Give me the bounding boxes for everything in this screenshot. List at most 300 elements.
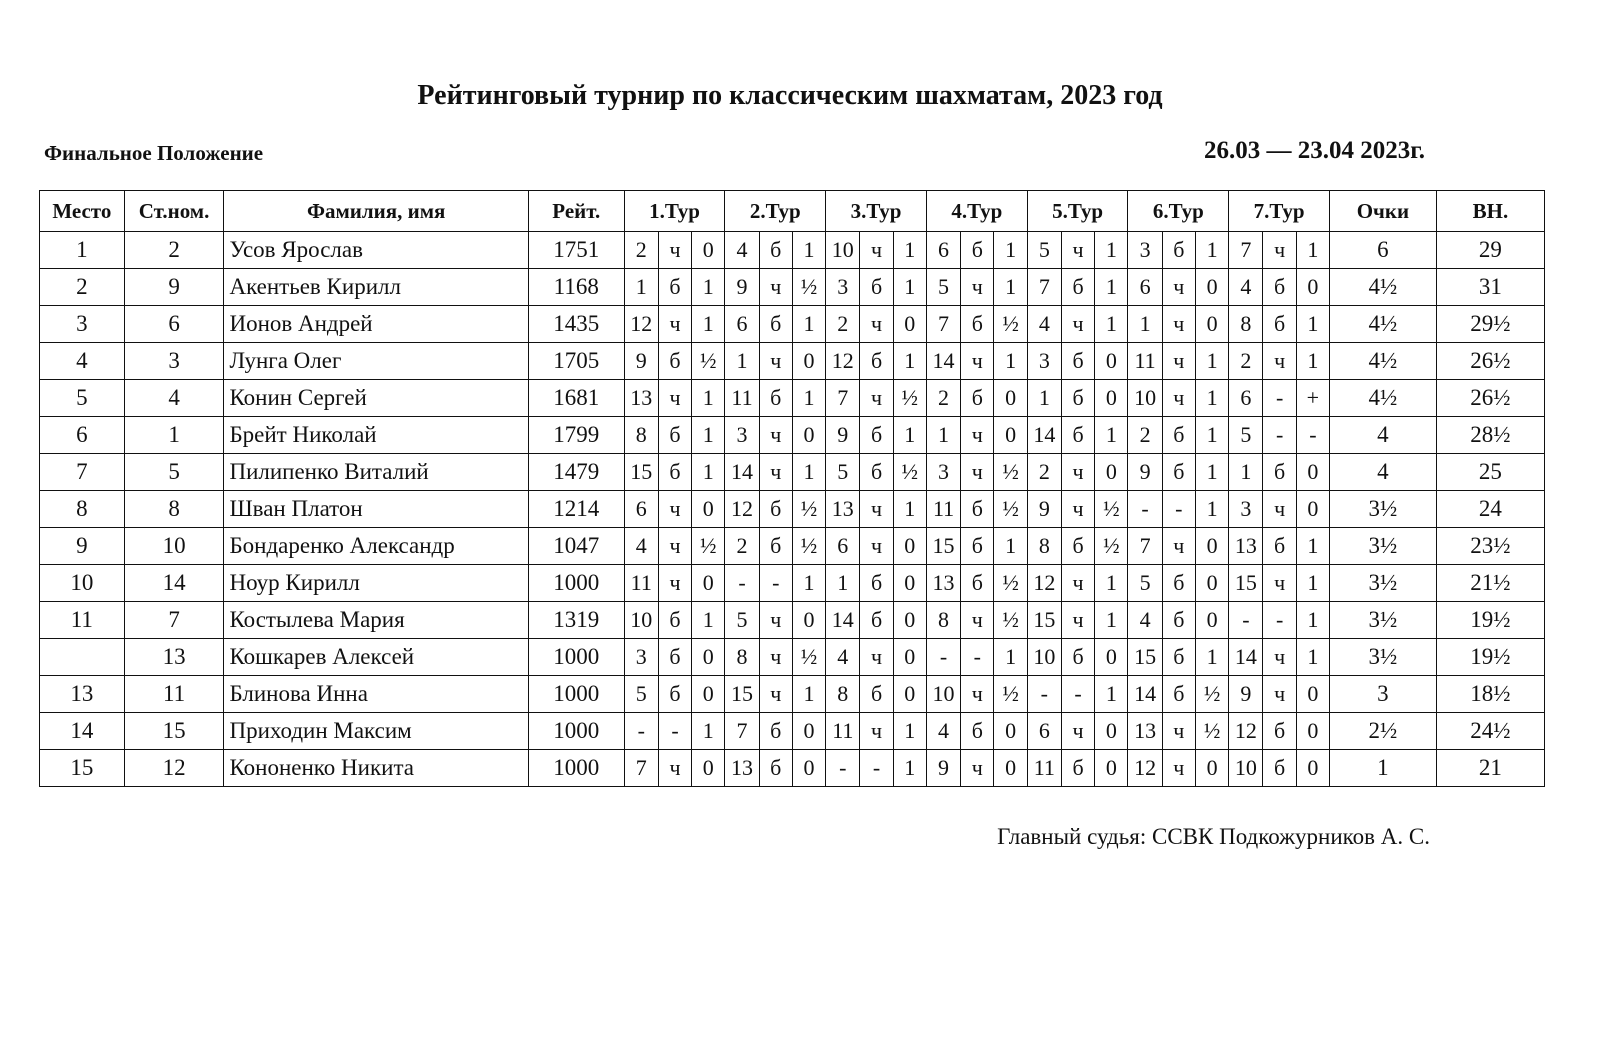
round-opponent-cell: 14 bbox=[1128, 676, 1162, 713]
round-opponent-cell: 14 bbox=[1229, 639, 1263, 676]
round-result-cell: 1 bbox=[792, 232, 825, 269]
round-color-cell: б bbox=[759, 491, 792, 528]
round-opponent-cell: 1 bbox=[624, 269, 658, 306]
tiebreak-cell: 28½ bbox=[1436, 417, 1544, 454]
start-number-cell: 15 bbox=[124, 713, 224, 750]
round-result-cell: ½ bbox=[994, 491, 1027, 528]
round-result-cell: ½ bbox=[1195, 713, 1228, 750]
round-result-cell: 1 bbox=[1095, 417, 1128, 454]
round-opponent-cell: 12 bbox=[1027, 565, 1061, 602]
header-place: Место bbox=[40, 191, 125, 232]
rating-cell: 1479 bbox=[528, 454, 624, 491]
round-color-cell: ч bbox=[961, 269, 994, 306]
round-opponent-cell: 12 bbox=[1229, 713, 1263, 750]
round-color-cell: б bbox=[759, 306, 792, 343]
round-opponent-cell: 12 bbox=[725, 491, 759, 528]
table-row bbox=[40, 676, 1545, 713]
round-opponent-cell: 2 bbox=[1027, 454, 1061, 491]
round-opponent-cell: 2 bbox=[1128, 417, 1162, 454]
round-opponent-cell: 3 bbox=[1128, 232, 1162, 269]
header-name: Фамилия, имя bbox=[224, 191, 528, 232]
round-result-cell: 1 bbox=[893, 491, 926, 528]
round-result-cell: 0 bbox=[692, 565, 725, 602]
place-cell: 2 bbox=[40, 269, 125, 306]
round-result-cell: 0 bbox=[792, 343, 825, 380]
round-result-cell: 0 bbox=[893, 528, 926, 565]
round-color-cell: б bbox=[1061, 343, 1094, 380]
start-number-cell: 9 bbox=[124, 269, 224, 306]
round-color-cell: ч bbox=[1061, 232, 1094, 269]
round-color-cell: б bbox=[759, 750, 792, 787]
round-result-cell: - bbox=[1296, 417, 1329, 454]
round-color-cell: - bbox=[1263, 602, 1296, 639]
round-result-cell: 1 bbox=[1195, 232, 1228, 269]
round-color-cell: б bbox=[961, 380, 994, 417]
header-round: 5.Тур bbox=[1027, 191, 1128, 232]
round-result-cell: 1 bbox=[893, 713, 926, 750]
round-result-cell: 0 bbox=[1296, 750, 1329, 787]
round-color-cell: - bbox=[961, 639, 994, 676]
round-opponent-cell: 5 bbox=[1128, 565, 1162, 602]
round-color-cell: ч bbox=[1263, 676, 1296, 713]
round-result-cell: 1 bbox=[692, 713, 725, 750]
round-result-cell: ½ bbox=[1095, 528, 1128, 565]
round-result-cell: 0 bbox=[994, 713, 1027, 750]
place-cell: 1 bbox=[40, 232, 125, 269]
round-result-cell: 1 bbox=[1195, 343, 1228, 380]
round-result-cell: ½ bbox=[792, 639, 825, 676]
standings-table bbox=[39, 190, 1545, 787]
header-points: Очки bbox=[1329, 191, 1436, 232]
round-opponent-cell: 5 bbox=[624, 676, 658, 713]
round-color-cell: ч bbox=[1061, 713, 1094, 750]
round-opponent-cell: - bbox=[1128, 491, 1162, 528]
round-result-cell: 0 bbox=[692, 491, 725, 528]
round-opponent-cell: 9 bbox=[926, 750, 960, 787]
round-result-cell: 0 bbox=[1195, 565, 1228, 602]
tournament-dates: 26.03 — 23.04 2023г. bbox=[1203, 137, 1425, 164]
rating-cell: 1000 bbox=[528, 713, 624, 750]
round-opponent-cell: 7 bbox=[1229, 232, 1263, 269]
round-color-cell: - bbox=[1263, 417, 1296, 454]
rating-cell: 1435 bbox=[528, 306, 624, 343]
round-result-cell: 0 bbox=[893, 565, 926, 602]
round-color-cell: б bbox=[1162, 454, 1195, 491]
round-result-cell: 0 bbox=[1296, 454, 1329, 491]
player-name-cell: Ноур Кирилл bbox=[224, 565, 528, 602]
tiebreak-cell: 18½ bbox=[1436, 676, 1544, 713]
table-row bbox=[40, 232, 1545, 269]
rating-cell: 1799 bbox=[528, 417, 624, 454]
round-opponent-cell: 2 bbox=[926, 380, 960, 417]
round-result-cell: ½ bbox=[994, 602, 1027, 639]
round-color-cell: б bbox=[1162, 602, 1195, 639]
round-opponent-cell: 12 bbox=[624, 306, 658, 343]
round-opponent-cell: 2 bbox=[624, 232, 658, 269]
header-round: 1.Тур bbox=[624, 191, 725, 232]
points-cell: 3½ bbox=[1329, 602, 1436, 639]
round-color-cell: б bbox=[961, 491, 994, 528]
round-opponent-cell: 6 bbox=[1027, 713, 1061, 750]
round-color-cell: ч bbox=[1061, 565, 1094, 602]
round-color-cell: б bbox=[658, 676, 691, 713]
round-color-cell: ч bbox=[658, 306, 691, 343]
header-round: 7.Тур bbox=[1229, 191, 1330, 232]
player-name-cell: Кошкарев Алексей bbox=[224, 639, 528, 676]
round-opponent-cell: 5 bbox=[1027, 232, 1061, 269]
round-color-cell: ч bbox=[1263, 232, 1296, 269]
round-result-cell: 1 bbox=[1195, 639, 1228, 676]
round-result-cell: 0 bbox=[792, 417, 825, 454]
round-result-cell: 0 bbox=[994, 750, 1027, 787]
round-opponent-cell: 7 bbox=[1027, 269, 1061, 306]
tiebreak-cell: 29½ bbox=[1436, 306, 1544, 343]
table-row bbox=[40, 380, 1545, 417]
round-result-cell: 0 bbox=[1296, 269, 1329, 306]
round-result-cell: ½ bbox=[893, 380, 926, 417]
place-cell: 13 bbox=[40, 676, 125, 713]
standings-body bbox=[40, 232, 1545, 787]
round-color-cell: ч bbox=[860, 528, 893, 565]
round-opponent-cell: 3 bbox=[926, 454, 960, 491]
round-result-cell: 1 bbox=[994, 528, 1027, 565]
round-color-cell: ч bbox=[1061, 491, 1094, 528]
round-result-cell: 1 bbox=[1095, 269, 1128, 306]
round-color-cell: б bbox=[1162, 639, 1195, 676]
round-result-cell: 1 bbox=[1095, 676, 1128, 713]
round-color-cell: ч bbox=[961, 602, 994, 639]
round-opponent-cell: 13 bbox=[725, 750, 759, 787]
round-opponent-cell: - bbox=[624, 713, 658, 750]
table-row bbox=[40, 454, 1545, 491]
start-number-cell: 3 bbox=[124, 343, 224, 380]
player-name-cell: Костылева Мария bbox=[224, 602, 528, 639]
round-result-cell: ½ bbox=[994, 306, 1027, 343]
round-color-cell: ч bbox=[759, 602, 792, 639]
round-opponent-cell: 8 bbox=[826, 676, 860, 713]
round-result-cell: 1 bbox=[1095, 306, 1128, 343]
player-name-cell: Блинова Инна bbox=[224, 676, 528, 713]
document-subtitle: Финальное Положение bbox=[44, 141, 264, 165]
round-color-cell: ч bbox=[759, 269, 792, 306]
tiebreak-cell: 29 bbox=[1436, 232, 1544, 269]
round-opponent-cell: 10 bbox=[826, 232, 860, 269]
round-color-cell: б bbox=[1162, 676, 1195, 713]
round-result-cell: 0 bbox=[1095, 750, 1128, 787]
player-name-cell: Акентьев Кирилл bbox=[224, 269, 528, 306]
rating-cell: 1000 bbox=[528, 676, 624, 713]
place-cell: 11 bbox=[40, 602, 125, 639]
points-cell: 4½ bbox=[1329, 343, 1436, 380]
round-opponent-cell: 7 bbox=[624, 750, 658, 787]
round-result-cell: 1 bbox=[1296, 602, 1329, 639]
player-name-cell: Бондаренко Александр bbox=[224, 528, 528, 565]
tiebreak-cell: 26½ bbox=[1436, 343, 1544, 380]
round-color-cell: ч bbox=[658, 491, 691, 528]
round-color-cell: б bbox=[1263, 713, 1296, 750]
round-color-cell: б bbox=[1263, 306, 1296, 343]
table-row bbox=[40, 491, 1545, 528]
round-result-cell: ½ bbox=[792, 528, 825, 565]
round-opponent-cell: 11 bbox=[926, 491, 960, 528]
round-result-cell: 1 bbox=[792, 454, 825, 491]
round-opponent-cell: 3 bbox=[1229, 491, 1263, 528]
points-cell: 1 bbox=[1329, 750, 1436, 787]
round-color-cell: - bbox=[860, 750, 893, 787]
round-color-cell: б bbox=[759, 713, 792, 750]
round-color-cell: - bbox=[1162, 491, 1195, 528]
table-row bbox=[40, 639, 1545, 676]
round-color-cell: ч bbox=[658, 565, 691, 602]
header-tiebreak: ВН. bbox=[1436, 191, 1544, 232]
place-cell: 10 bbox=[40, 565, 125, 602]
round-color-cell: б bbox=[1263, 269, 1296, 306]
round-opponent-cell: 11 bbox=[1128, 343, 1162, 380]
place-cell: 5 bbox=[40, 380, 125, 417]
table-row bbox=[40, 528, 1545, 565]
tiebreak-cell: 21 bbox=[1436, 750, 1544, 787]
round-result-cell: 1 bbox=[994, 639, 1027, 676]
round-opponent-cell: 13 bbox=[1128, 713, 1162, 750]
round-color-cell: ч bbox=[658, 750, 691, 787]
round-result-cell: 1 bbox=[1195, 491, 1228, 528]
round-result-cell: 1 bbox=[792, 380, 825, 417]
round-opponent-cell: 6 bbox=[1229, 380, 1263, 417]
round-opponent-cell: 4 bbox=[624, 528, 658, 565]
round-color-cell: б bbox=[1061, 750, 1094, 787]
round-result-cell: 1 bbox=[1296, 639, 1329, 676]
round-color-cell: ч bbox=[1263, 491, 1296, 528]
table-row bbox=[40, 269, 1545, 306]
round-opponent-cell: 3 bbox=[725, 417, 759, 454]
round-opponent-cell: 4 bbox=[725, 232, 759, 269]
round-opponent-cell: 7 bbox=[926, 306, 960, 343]
tiebreak-cell: 31 bbox=[1436, 269, 1544, 306]
round-result-cell: 1 bbox=[1296, 306, 1329, 343]
points-cell: 3½ bbox=[1329, 491, 1436, 528]
round-opponent-cell: 14 bbox=[926, 343, 960, 380]
round-color-cell: ч bbox=[961, 417, 994, 454]
round-opponent-cell: 8 bbox=[1027, 528, 1061, 565]
round-opponent-cell: 7 bbox=[826, 380, 860, 417]
round-color-cell: ч bbox=[860, 306, 893, 343]
player-name-cell: Ионов Андрей bbox=[224, 306, 528, 343]
round-color-cell: ч bbox=[759, 676, 792, 713]
points-cell: 3½ bbox=[1329, 639, 1436, 676]
round-result-cell: 1 bbox=[792, 306, 825, 343]
round-opponent-cell: 2 bbox=[1229, 343, 1263, 380]
round-result-cell: ½ bbox=[692, 343, 725, 380]
round-opponent-cell: 3 bbox=[826, 269, 860, 306]
round-opponent-cell: 6 bbox=[826, 528, 860, 565]
points-cell: 4½ bbox=[1329, 269, 1436, 306]
round-opponent-cell: 6 bbox=[926, 232, 960, 269]
round-color-cell: б bbox=[759, 528, 792, 565]
header-round: 3.Тур bbox=[826, 191, 927, 232]
round-result-cell: ½ bbox=[893, 454, 926, 491]
rating-cell: 1705 bbox=[528, 343, 624, 380]
round-opponent-cell: 8 bbox=[1229, 306, 1263, 343]
round-result-cell: 1 bbox=[893, 343, 926, 380]
rating-cell: 1681 bbox=[528, 380, 624, 417]
round-opponent-cell: 10 bbox=[1229, 750, 1263, 787]
round-opponent-cell: 6 bbox=[624, 491, 658, 528]
round-result-cell: 0 bbox=[994, 417, 1027, 454]
round-color-cell: б bbox=[658, 343, 691, 380]
round-result-cell: 0 bbox=[692, 232, 725, 269]
round-color-cell: б bbox=[658, 602, 691, 639]
round-color-cell: ч bbox=[759, 343, 792, 380]
round-opponent-cell: 10 bbox=[926, 676, 960, 713]
round-opponent-cell: 13 bbox=[1229, 528, 1263, 565]
round-opponent-cell: - bbox=[725, 565, 759, 602]
round-result-cell: 0 bbox=[1296, 676, 1329, 713]
round-color-cell: ч bbox=[961, 454, 994, 491]
round-result-cell: 0 bbox=[1095, 454, 1128, 491]
round-opponent-cell: 15 bbox=[1128, 639, 1162, 676]
start-number-cell: 7 bbox=[124, 602, 224, 639]
round-color-cell: ч bbox=[658, 380, 691, 417]
round-opponent-cell: 6 bbox=[1128, 269, 1162, 306]
round-opponent-cell: 1 bbox=[1229, 454, 1263, 491]
start-number-cell: 12 bbox=[124, 750, 224, 787]
round-color-cell: ч bbox=[1162, 343, 1195, 380]
round-result-cell: 0 bbox=[692, 750, 725, 787]
round-color-cell: б bbox=[658, 269, 691, 306]
place-cell: 14 bbox=[40, 713, 125, 750]
place-cell bbox=[40, 639, 125, 676]
start-number-cell: 1 bbox=[124, 417, 224, 454]
table-row bbox=[40, 713, 1545, 750]
round-opponent-cell: 11 bbox=[725, 380, 759, 417]
round-result-cell: 1 bbox=[994, 343, 1027, 380]
start-number-cell: 8 bbox=[124, 491, 224, 528]
round-result-cell: ½ bbox=[1095, 491, 1128, 528]
round-color-cell: ч bbox=[860, 380, 893, 417]
round-opponent-cell: 12 bbox=[826, 343, 860, 380]
round-result-cell: 1 bbox=[994, 269, 1027, 306]
round-opponent-cell: 9 bbox=[624, 343, 658, 380]
round-opponent-cell: 1 bbox=[725, 343, 759, 380]
round-result-cell: 0 bbox=[692, 639, 725, 676]
round-result-cell: 1 bbox=[1095, 602, 1128, 639]
player-name-cell: Кононенко Никита bbox=[224, 750, 528, 787]
round-opponent-cell: 5 bbox=[826, 454, 860, 491]
round-result-cell: 1 bbox=[692, 602, 725, 639]
round-opponent-cell: 8 bbox=[926, 602, 960, 639]
round-opponent-cell: 10 bbox=[624, 602, 658, 639]
round-result-cell: ½ bbox=[792, 491, 825, 528]
round-opponent-cell: 6 bbox=[725, 306, 759, 343]
round-color-cell: б bbox=[1061, 528, 1094, 565]
points-cell: 3½ bbox=[1329, 528, 1436, 565]
points-cell: 4½ bbox=[1329, 380, 1436, 417]
header-row bbox=[40, 191, 1545, 232]
points-cell: 4 bbox=[1329, 454, 1436, 491]
round-result-cell: 0 bbox=[1095, 713, 1128, 750]
round-result-cell: 1 bbox=[692, 380, 725, 417]
round-result-cell: 1 bbox=[1296, 343, 1329, 380]
round-result-cell: 1 bbox=[893, 232, 926, 269]
round-color-cell: б bbox=[961, 232, 994, 269]
round-opponent-cell: 4 bbox=[1229, 269, 1263, 306]
round-color-cell: ч bbox=[860, 639, 893, 676]
document-title: Рейтинговый турнир по классическим шахматам, 2023 год bbox=[417, 80, 1163, 111]
round-opponent-cell: 10 bbox=[1027, 639, 1061, 676]
header-round: 2.Тур bbox=[725, 191, 826, 232]
round-opponent-cell: 11 bbox=[1027, 750, 1061, 787]
round-opponent-cell: 7 bbox=[725, 713, 759, 750]
round-opponent-cell: - bbox=[926, 639, 960, 676]
round-color-cell: ч bbox=[1162, 269, 1195, 306]
round-opponent-cell: 2 bbox=[826, 306, 860, 343]
round-result-cell: 1 bbox=[692, 269, 725, 306]
rating-cell: 1000 bbox=[528, 565, 624, 602]
round-result-cell: 0 bbox=[893, 639, 926, 676]
round-opponent-cell: 1 bbox=[826, 565, 860, 602]
round-color-cell: - bbox=[759, 565, 792, 602]
round-result-cell: 1 bbox=[692, 454, 725, 491]
round-opponent-cell: 2 bbox=[725, 528, 759, 565]
round-opponent-cell: 15 bbox=[624, 454, 658, 491]
start-number-cell: 13 bbox=[124, 639, 224, 676]
round-result-cell: 1 bbox=[792, 565, 825, 602]
player-name-cell: Лунга Олег bbox=[224, 343, 528, 380]
round-result-cell: 1 bbox=[1195, 417, 1228, 454]
points-cell: 3 bbox=[1329, 676, 1436, 713]
round-result-cell: 1 bbox=[692, 417, 725, 454]
round-result-cell: 0 bbox=[1195, 306, 1228, 343]
round-opponent-cell: 14 bbox=[826, 602, 860, 639]
place-cell: 7 bbox=[40, 454, 125, 491]
round-color-cell: ч bbox=[1061, 306, 1094, 343]
round-color-cell: ч bbox=[961, 343, 994, 380]
round-opponent-cell: 15 bbox=[1027, 602, 1061, 639]
round-opponent-cell: 15 bbox=[725, 676, 759, 713]
round-result-cell: 0 bbox=[1195, 602, 1228, 639]
round-opponent-cell: 1 bbox=[1128, 306, 1162, 343]
header-round: 4.Тур bbox=[926, 191, 1027, 232]
round-opponent-cell: 13 bbox=[624, 380, 658, 417]
round-color-cell: ч bbox=[658, 528, 691, 565]
round-result-cell: 1 bbox=[1296, 528, 1329, 565]
table-row bbox=[40, 602, 1545, 639]
round-result-cell: 0 bbox=[893, 306, 926, 343]
round-color-cell: б bbox=[961, 528, 994, 565]
round-opponent-cell: 14 bbox=[1027, 417, 1061, 454]
round-result-cell: 0 bbox=[1095, 343, 1128, 380]
place-cell: 15 bbox=[40, 750, 125, 787]
round-result-cell: 1 bbox=[1195, 380, 1228, 417]
tiebreak-cell: 26½ bbox=[1436, 380, 1544, 417]
rating-cell: 1319 bbox=[528, 602, 624, 639]
round-opponent-cell: 3 bbox=[1027, 343, 1061, 380]
round-color-cell: ч bbox=[1162, 750, 1195, 787]
round-color-cell: б bbox=[658, 639, 691, 676]
round-color-cell: б bbox=[860, 343, 893, 380]
round-color-cell: - bbox=[1061, 676, 1094, 713]
round-color-cell: ч bbox=[1162, 380, 1195, 417]
round-color-cell: ч bbox=[1263, 639, 1296, 676]
start-number-cell: 2 bbox=[124, 232, 224, 269]
round-opponent-cell: 1 bbox=[926, 417, 960, 454]
round-result-cell: 1 bbox=[1095, 232, 1128, 269]
player-name-cell: Конин Сергей bbox=[224, 380, 528, 417]
round-result-cell: 1 bbox=[1296, 232, 1329, 269]
round-color-cell: б bbox=[658, 417, 691, 454]
table-row bbox=[40, 343, 1545, 380]
table-row bbox=[40, 306, 1545, 343]
